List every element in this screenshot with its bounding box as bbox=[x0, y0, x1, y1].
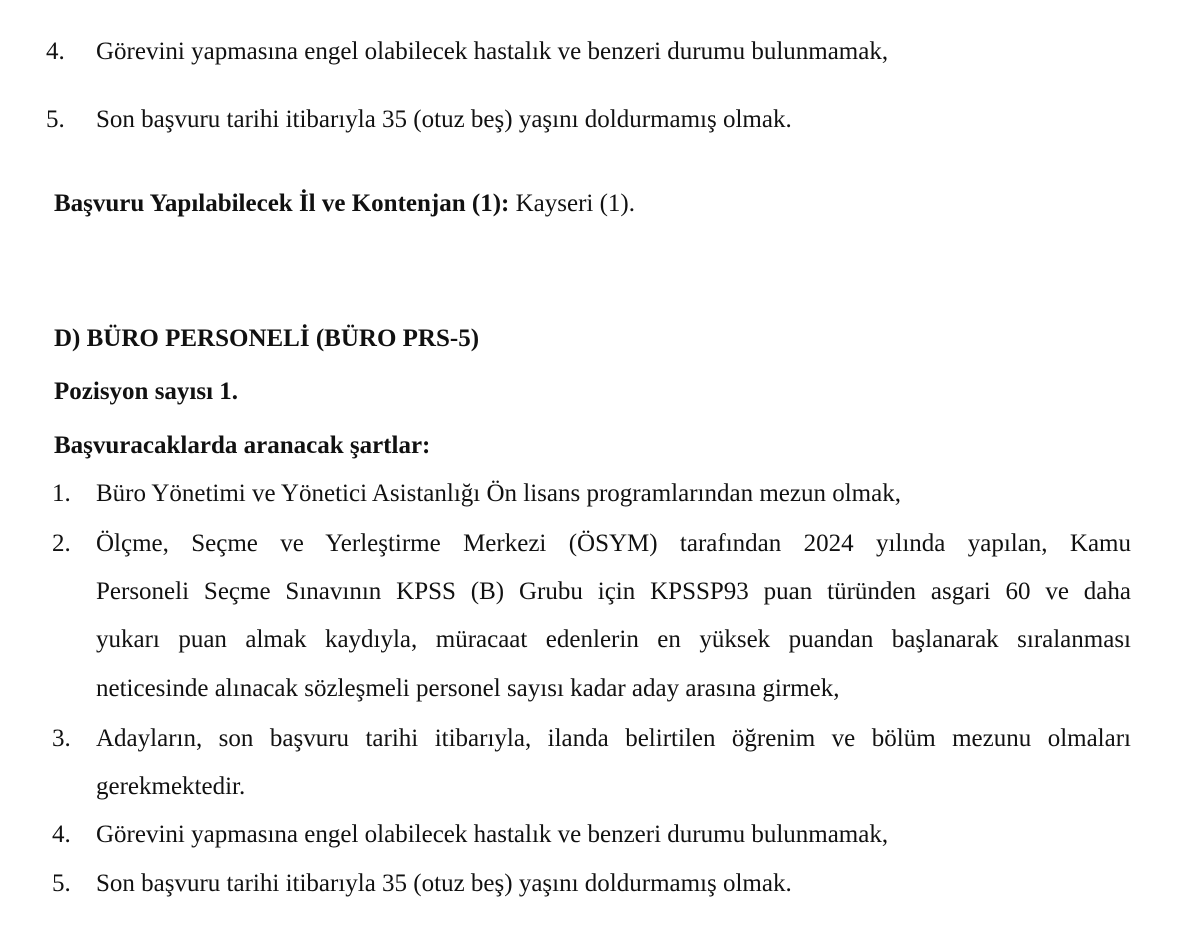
list-number: 1. bbox=[52, 480, 71, 507]
requirement-item bbox=[52, 870, 1152, 898]
quota-line bbox=[54, 190, 635, 218]
list-number: 5. bbox=[46, 106, 65, 133]
quota-value: Kayseri (1). bbox=[515, 190, 636, 217]
requirement-item bbox=[52, 480, 1152, 508]
quota-label: Başvuru Yapılabilecek İl ve Kontenjan (1): bbox=[54, 190, 510, 217]
list-number: 5. bbox=[52, 870, 71, 897]
list-text: Son başvuru tarihi itibarıyla 35 (otuz beş) yaşını doldurmamış olmak. bbox=[96, 106, 792, 133]
positions-count: Pozisyon sayısı 1. bbox=[54, 378, 239, 405]
list-text: Görevini yapmasına engel olabilecek hastalık ve benzeri durumu bulunmamak, bbox=[96, 821, 889, 848]
list-text-line: Adayların, son başvuru tarihi itibarıyla, ilanda belirtilen öğrenim ve bölüm mezunu olmaları bbox=[96, 725, 1131, 752]
requirement-item bbox=[52, 821, 1152, 849]
list-number: 2. bbox=[52, 530, 71, 557]
list-text-line: Personeli Seçme Sınavının KPSS (B) Grubu için KPSSP93 puan türünden asgari 60 ve daha bbox=[96, 578, 1131, 605]
list-text-line: gerekmektedir. bbox=[96, 773, 246, 800]
list-number: 4. bbox=[52, 821, 71, 848]
list-text: Görevini yapmasına engel olabilecek hastalık ve benzeri durumu bulunmamak, bbox=[96, 38, 889, 65]
list-text-line: neticesinde alınacak sözleşmeli personel sayısı kadar aday arasına girmek, bbox=[96, 675, 840, 702]
requirements-heading: Başvuracaklarda aranacak şartlar: bbox=[54, 432, 431, 459]
list-item bbox=[40, 38, 1140, 66]
list-number: 4. bbox=[46, 38, 65, 65]
list-text-line: Ölçme, Seçme ve Yerleştirme Merkezi (ÖSYM) tarafından 2024 yılında yapılan, Kamu bbox=[96, 530, 1131, 557]
list-item bbox=[40, 106, 1140, 134]
section-title: D) BÜRO PERSONELİ (BÜRO PRS-5) bbox=[54, 325, 480, 352]
list-text: Büro Yönetimi ve Yönetici Asistanlığı Ön lisans programlarından mezun olmak, bbox=[96, 480, 901, 507]
list-number: 3. bbox=[52, 725, 71, 752]
list-text: Son başvuru tarihi itibarıyla 35 (otuz beş) yaşını doldurmamış olmak. bbox=[96, 870, 792, 897]
list-text-line: yukarı puan almak kaydıyla, müracaat edenlerin en yüksek puandan başlanarak sıralanması bbox=[96, 626, 1131, 653]
